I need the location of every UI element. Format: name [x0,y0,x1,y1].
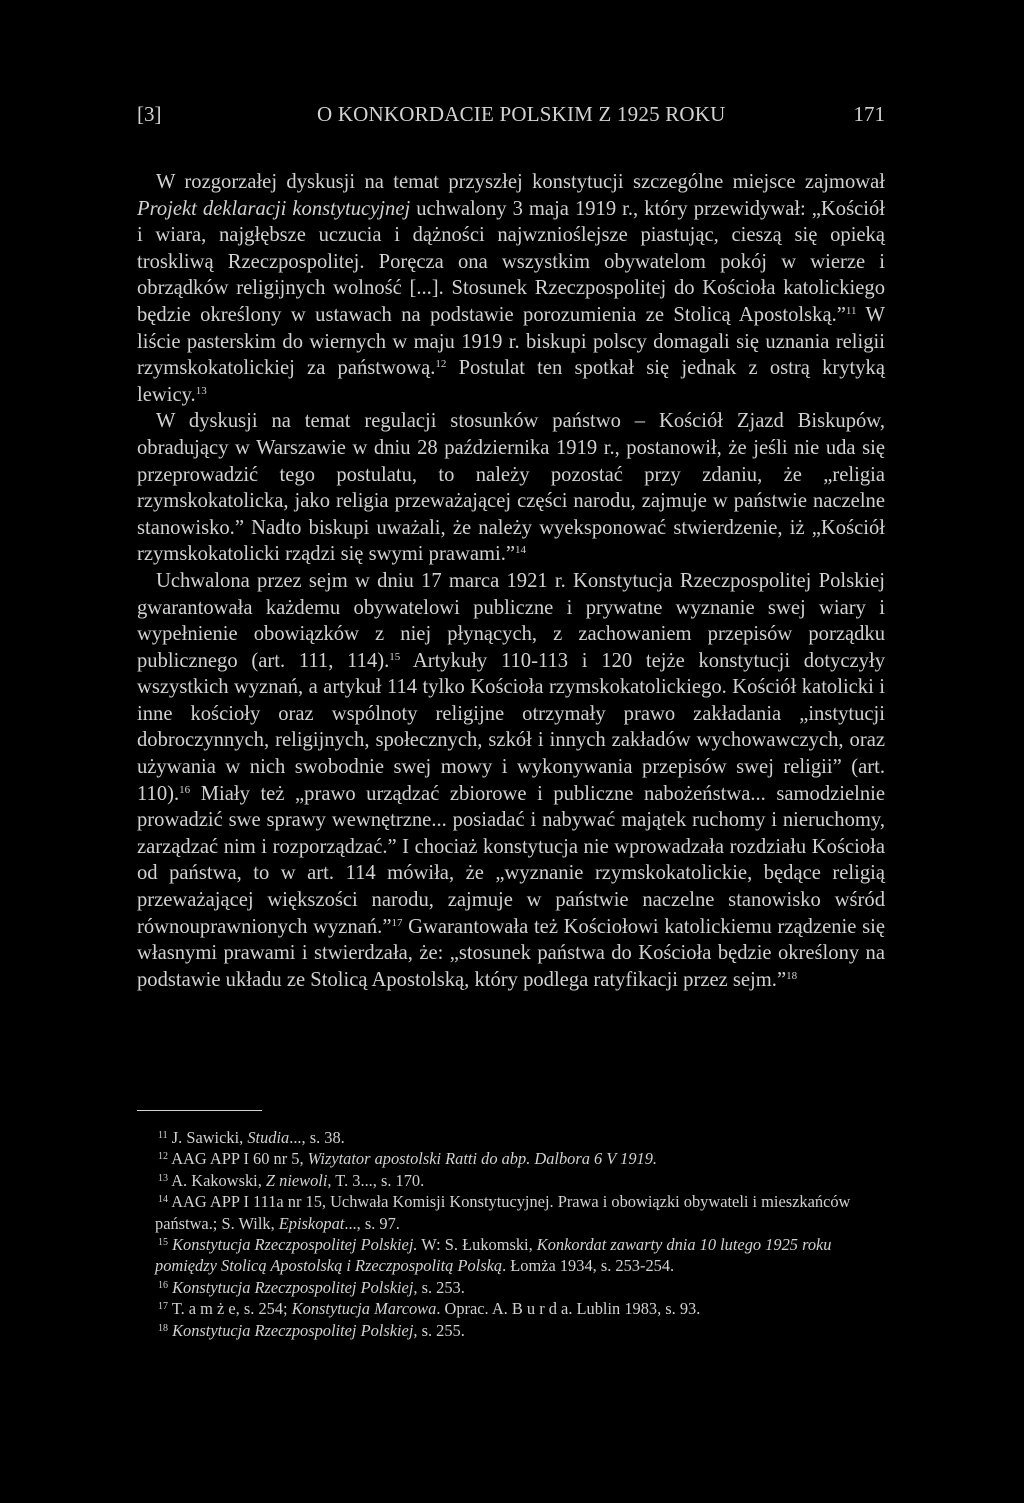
footnote-ref[interactable]: 16 [179,783,191,796]
footnote: $^{11}$ J. Sawicki, Studia..., s. 38. [158,1128,345,1147]
footnotes [137,1127,885,1341]
footnote: $^{18}$ Konstytucja Rzeczpospolitej Polskiej, s. 255. [158,1320,465,1340]
footnote-ref[interactable]: 14 [515,544,527,557]
main-text [137,169,885,993]
footnote: $^{16}$ Konstytucja Rzeczpospolitej Polskiej, s. 253. [158,1277,465,1297]
footnote-ref[interactable]: 11 [845,304,857,317]
footnote-ref[interactable]: 18 [786,969,798,982]
running-title: O KONKORDACIE POLSKIM Z 1925 ROKU [317,102,726,126]
footnote: $^{17}$ T. a m ż e, s. 254; Konstytucja Marcowa. Oprac. A. B u r d a. Lublin 1983, s. 93. [158,1299,701,1319]
running-header [137,100,885,128]
footnote: $^{13}$ A. Kakowski, Z niewoli, T. 3..., s. 170. [158,1170,425,1190]
footnote-ref[interactable]: 12 [435,358,447,371]
page-number: 171 [853,102,885,126]
footnote: $^{15}$ Konstytucja Rzeczpospolitej Polskiej. W: S. Łukomski, Konkordat zawarty dnia 10 lutego 1925 roku pomiędzy Stolicą Apostolską i Rzeczpospolitą Polską. Łomża 1934, s. 253-254. [155,1235,832,1276]
footnote: $^{14}$ AAG APP I 111a nr 15, Uchwała Komisji Konstytucyjnej. Prawa i obowiązki obywateli i mieszkańców państwa.; S. Wilk, Episkopat..., s. 97. [155,1192,851,1233]
paragraph: Uchwalona przez sejm w dniu 17 marca 1921 r. Konstytucja Rzeczpospolitej Polskiej gwarantowała każdemu obywatelowi publiczne i prywatne wyznanie swej wiary i wypełnienie obowiązków z niej płynących, z zachowaniem przepisów porządku publicznego (art. 111, 114).$^{15}$ Artykuły 110-113 i 120 tejże konstytucji dotyczyły wszystkich wyznań, a artykuł 114 tylko Kościoła rzymskokatolickiego. Kościół katolicki i inne kościoły oraz wspólnoty religijne otrzymały prawo zakładania „instytucji dobroczynnych, religijnych, społecznych, szkół i innych zakładów wychowawczych, oraz używania w nich swobodnie swej mowy i wykonywania przepisów swej religii” (art. 110).$^{16}$ Miały też „prawo urządzać zbiorowe i publiczne nabożeństwa... samodzielnie prowadzić swe sprawy wewnętrzne... posiadać i nabywać majątek ruchomy i nieruchomy, zarządzać nim i rozporządzać.” I chociaż konstytucja nie wprowadzała rozdziału Kościoła od państwa, to w art. 114 mówiła, że „wyznanie rzymskokatolickie, będące religią przeważającej większości narodu, zajmuje w państwie naczelne stanowisko wśród równouprawnionych wyznań.”$^{17}$ Gwarantowała też Kościołowi katolickiemu rządzenie się własnymi prawami i stwierdzała, że: „stosunek państwa do Kościoła będzie określony na podstawie układu ze Stolicą Apostolską, który podlega ratyfikacji przez sejm.”$^{18}$ [137,569,885,991]
section-number: [3] [137,102,162,126]
paragraph: W dyskusji na temat regulacji stosunków państwo – Kościół Zjazd Biskupów, obradujący w Warszawie w dniu 28 października 1919 r., postanowił, że jeśli nie uda się przeprowadzić tego postulatu, to należy pozostać przy zdaniu, że „religia rzymskokatolicka, jako religia przeważającej części narodu, zajmuje w państwie naczelne stanowisko.” Nadto biskupi uważali, że należy wyeksponować stwierdzenie, iż „Kościół rzymskokatolicki rządzi się swymi prawami.”$^{14}$ [137,410,885,566]
footnote-divider [137,1110,262,1111]
footnote-ref[interactable]: 13 [195,384,207,397]
paragraph: W rozgorzałej dyskusji na temat przyszłej konstytucji szczególne miejsce zajmował Projekt deklaracji konstytucyjnej uchwalony 3 maja 1919 r., który przewidywał: „Kościół i wiara, najgłębsze uczucia i dążności najwznioślejsze piastując, cieszą się opieką troskliwą Rzeczpospolitej. Poręcza ona wszystkim obywatelom pokój w wierze i obrządków religijnych wolność [...]. Stosunek Rzeczpospolitej do Kościoła katolickiego będzie określony w ustawach na podstawie porozumienia ze Stolicą Apostolską.”$^{11}$ W liście pasterskim do wiernych w maju 1919 r. biskupi polscy domagali się uznania religii rzymskokatolickiej za państwową.$^{12}$ Postulat ten spotkał się jednak z ostrą krytyką lewicy.$^{13}$ [137,171,885,406]
footnote: $^{12}$ AAG APP I 60 nr 5, Wizytator apostolski Ratti do abp. Dalbora 6 V 1919. [158,1149,658,1169]
footnote-ref[interactable]: 17 [391,916,403,929]
footnote-ref[interactable]: 15 [389,650,401,663]
